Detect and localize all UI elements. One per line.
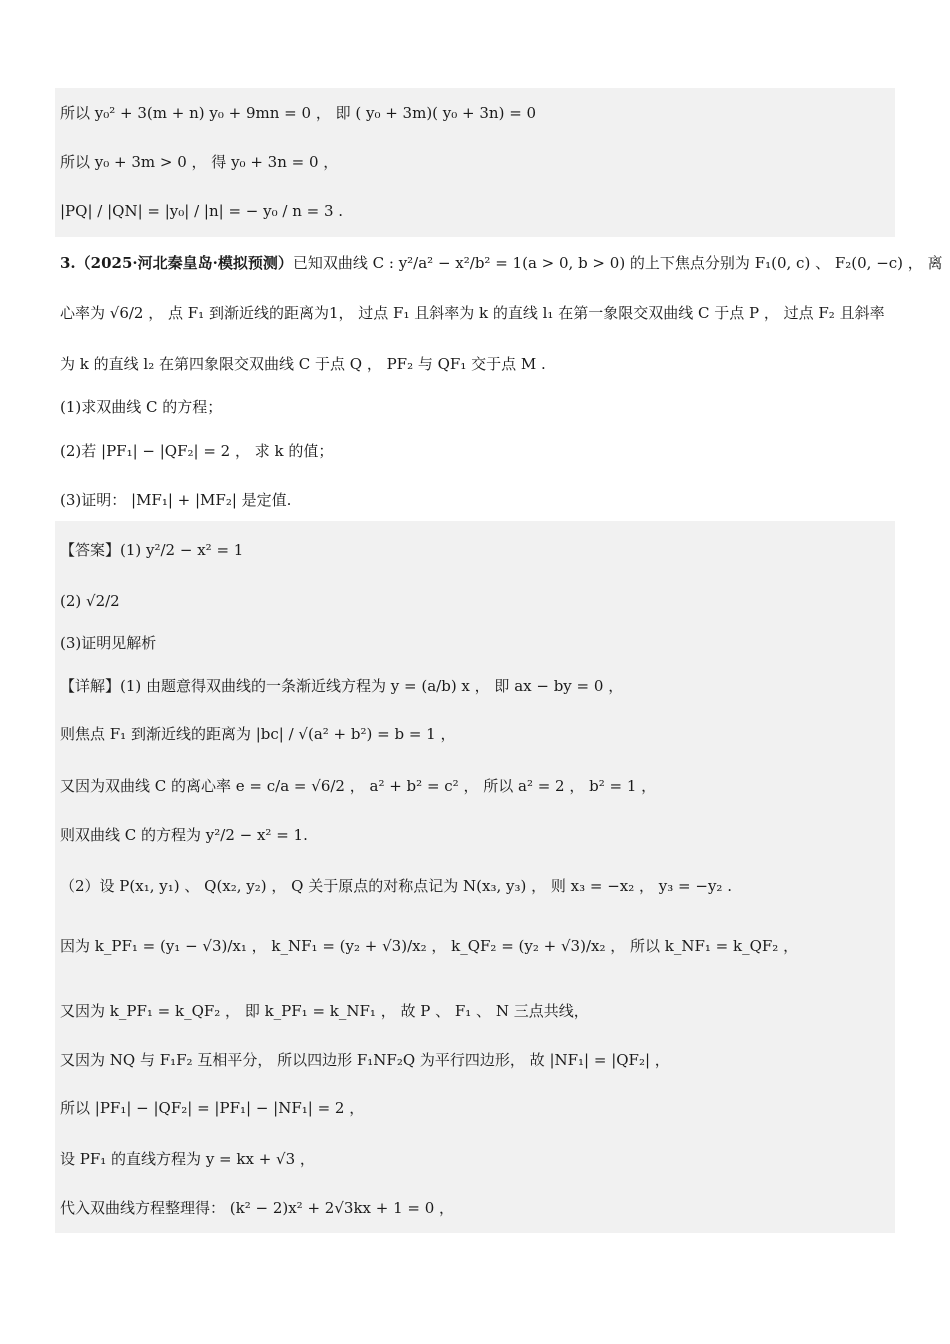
problem-stem-line-3: 为 k 的直线 l₂ 在第四象限交双曲线 C 于点 Q ， PF₂ 与 QF₁ 交于点 M . xyxy=(60,355,546,373)
solution-line-3: 又因为双曲线 C 的离心率 e = c/a = √6/2 ， a² + b² = c² ， 所以 a² = 2 ， b² = 1 ， xyxy=(60,777,657,795)
solution-line-4: 则双曲线 C 的方程为 y²/2 − x² = 1. xyxy=(60,826,308,844)
solution-line-7: 又因为 k_PF₁ = k_QF₂ ， 即 k_PF₁ = k_NF₁ ， 故 P 、 F₁ 、 N 三点共线， xyxy=(60,1002,589,1020)
solution-line-8: 又因为 NQ 与 F₁F₂ 互相平分， 所以四边形 F₁NF₂Q 为平行四边形， 故 |NF₁| = |QF₂| ， xyxy=(60,1051,670,1069)
question-3: (3)证明： |MF₁| + |MF₂| 是定值. xyxy=(60,491,292,509)
solution-line-1: 【详解】(1) 由题意得双曲线的一条渐近线方程为 y = (a/b) x ， 即 ax − by = 0 ， xyxy=(60,677,624,695)
top-line-3: |PQ| / |QN| = |y₀| / |n| = − y₀ / n = 3 . xyxy=(60,202,344,220)
solution-line-6: 因为 k_PF₁ = (y₁ − √3)/x₁ ， k_NF₁ = (y₂ + √3)/x₂ ， k_QF₂ = (y₂ + √3)/x₂ ， 所以 k_NF₁ = k_QF₂ ， xyxy=(60,937,799,955)
top-line-2: 所以 y₀ + 3m > 0 ， 得 y₀ + 3n = 0 ， xyxy=(60,153,339,171)
solution-line-10: 设 PF₁ 的直线方程为 y = kx + √3 ， xyxy=(60,1150,315,1168)
answer-1: 【答案】(1) y²/2 − x² = 1 xyxy=(60,541,244,559)
problem-stem-text-1: 已知双曲线 C : y²/a² − x²/b² = 1(a > 0, b > 0) 的上下焦点分别为 F₁(0, c) 、 F₂(0, −c) ， 离 xyxy=(292,254,943,272)
solution-line-9: 所以 |PF₁| − |QF₂| = |PF₁| − |NF₁| = 2 ， xyxy=(60,1099,365,1117)
top-line-1: 所以 y₀² + 3(m + n) y₀ + 9mn = 0 ， 即 ( y₀ + 3m)( y₀ + 3n) = 0 xyxy=(60,104,537,122)
problem-number-source: 3.（2025·河北秦皇岛·模拟预测） xyxy=(60,254,293,272)
problem-stem-line-1 xyxy=(60,252,943,274)
solution-line-11: 代入双曲线方程整理得： (k² − 2)x² + 2√3kx + 1 = 0 ， xyxy=(60,1199,455,1217)
answer-2: (2) √2/2 xyxy=(60,592,120,610)
solution-line-2: 则焦点 F₁ 到渐近线的距离为 |bc| / √(a² + b²) = b = 1 ， xyxy=(60,725,456,743)
question-2: (2)若 |PF₁| − |QF₂| = 2 ， 求 k 的值； xyxy=(60,442,334,460)
solution-line-5: （2）设 P(x₁, y₁) 、 Q(x₂, y₂) ， Q 关于原点的对称点记为 N(x₃, y₃) ， 则 x₃ = −x₂ ， y₃ = −y₂ . xyxy=(60,877,732,895)
question-1: (1)求双曲线 C 的方程； xyxy=(60,398,223,416)
problem-stem-line-2: 心率为 √6/2 ， 点 F₁ 到渐近线的距离为1， 过点 F₁ 且斜率为 k 的直线 l₁ 在第一象限交双曲线 C 于点 P ， 过点 F₂ 且斜率 xyxy=(60,304,885,322)
answer-3: (3)证明见解析 xyxy=(60,634,157,652)
